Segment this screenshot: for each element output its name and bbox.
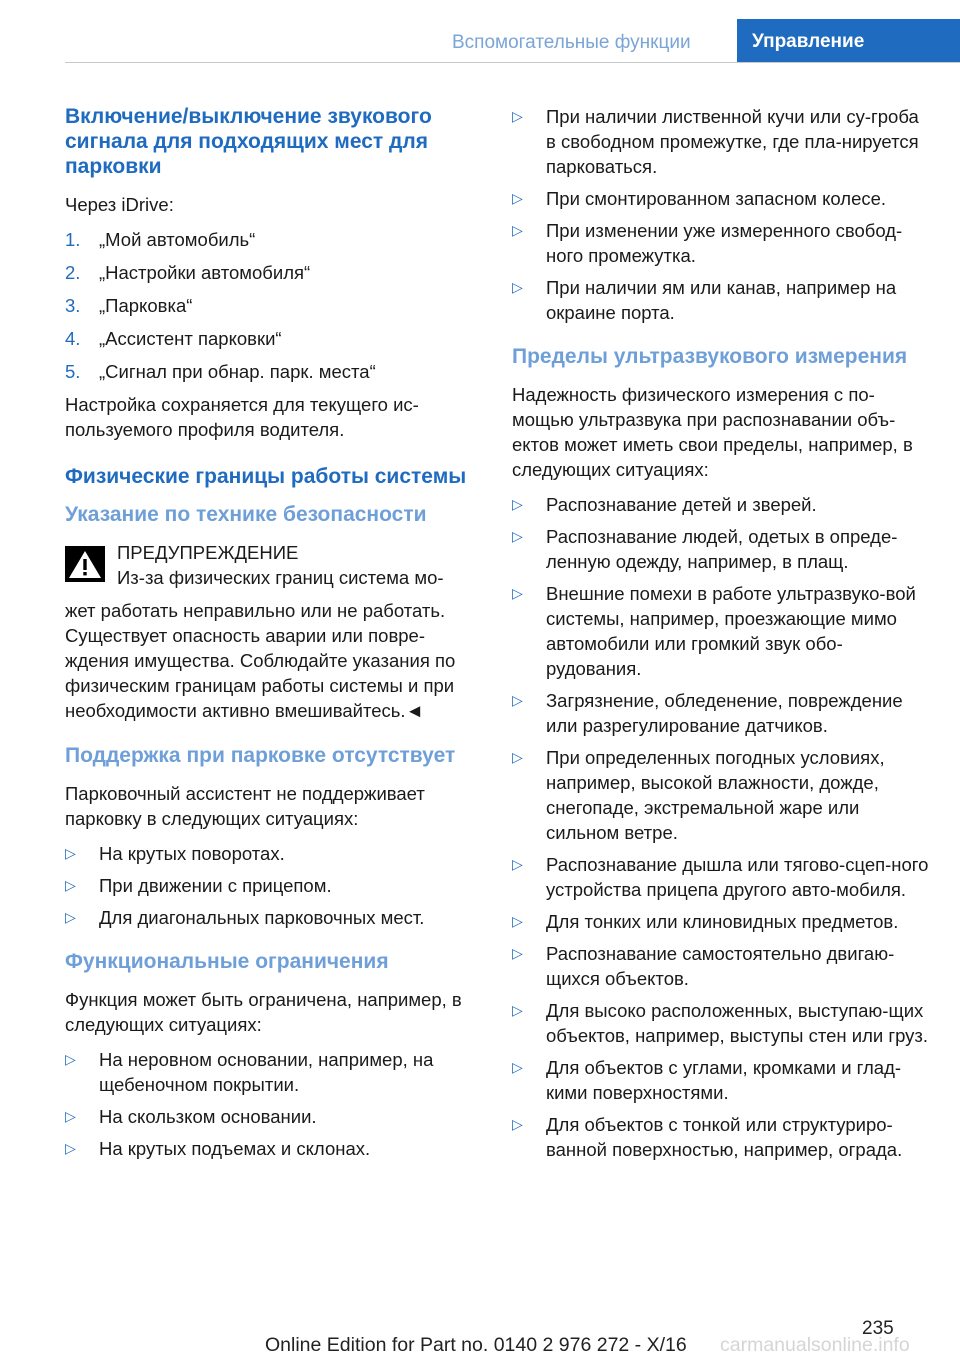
- list-item: ▷ Для диагональных парковочных мест.: [65, 907, 425, 928]
- page-number: 235: [862, 1318, 894, 1339]
- step-item: 5. „Сигнал при обнар. парк. места“: [65, 361, 376, 382]
- list-item: ▷ Распознавание самостоятельно двигаю-щихся объектов.: [512, 943, 895, 989]
- list-item: ▷ При смонтированном запасном колесе.: [512, 188, 887, 209]
- functional-limits-list: [65, 1047, 480, 1161]
- step-item: 1. „Мой автомобиль“: [65, 229, 256, 250]
- list-item: ▷ Для объектов с тонкой или структуриро-ванной поверхностью, например, ограда.: [512, 1114, 903, 1160]
- step-item: 4. „Ассистент парковки“: [65, 328, 282, 349]
- warning-first-line: Из-за физических границ система мо-: [117, 567, 444, 588]
- list-item: ▷ Распознавание детей и зверей.: [512, 494, 817, 515]
- list-item: ▷ При наличии лиственной кучи или су-гроба в свободном промежутке, где пла-нируется парковаться.: [512, 106, 919, 177]
- heading-no-support: Поддержка при парковке отсутствует: [65, 744, 456, 767]
- ultrasound-list: [512, 492, 932, 1162]
- warning-triangle-icon: [65, 546, 105, 582]
- list-item: ▷ Внешние помехи в работе ультразвуко-вой системы, например, проезжающие мимо автомобили или громкий звук обо-рудования.: [512, 583, 916, 679]
- list-item: ▷ На неровном основании, например, на щебеночном покрытии.: [65, 1049, 434, 1095]
- list-item: ▷ На крутых поворотах.: [65, 843, 285, 864]
- list-item: ▷ Распознавание дышла или тягово-сцеп-ного устройства прицепа другого авто-мобиля.: [512, 854, 929, 900]
- watermark: carmanualsonline.info: [720, 1334, 910, 1356]
- step-item: 2. „Настройки автомобиля“: [65, 262, 311, 283]
- no-support-intro: Парковочный ассистент не поддерживает парковку в следующих ситуациях:: [65, 783, 425, 829]
- no-support-list: [65, 841, 480, 930]
- list-item: ▷ Для высоко расположенных, выступаю-щих объектов, например, выступы стен или груз.: [512, 1000, 929, 1046]
- heading-safety: Указание по технике безопасности: [65, 503, 427, 526]
- heading-physical-limits: Физические границы работы системы: [65, 465, 467, 488]
- list-item: ▷ При наличии ям или канав, например на окраине порта.: [512, 277, 897, 323]
- list-item: ▷ Распознавание людей, одетых в опреде-ленную одежду, например, в плащ.: [512, 526, 898, 572]
- right-column: [512, 104, 932, 1169]
- warning-title: ПРЕДУПРЕЖДЕНИЕ: [117, 542, 299, 563]
- heading-sound-signal: Включение/выключение звукового сигнала для подходящих мест для парковки: [65, 105, 432, 178]
- list-item: ▷ Для тонких или клиновидных предметов.: [512, 911, 899, 932]
- list-item: ▷ При движении с прицепом.: [65, 875, 332, 896]
- ultrasound-intro: Надежность физического измерения с по-мощью ультразвука при распознавании объ-ектов может иметь свои пределы, например, в следующих ситуациях:: [512, 384, 913, 480]
- warning-text: жет работать неправильно или не работать. Существует опасность аварии или повре-ждения имущества. Соблюдайте указания по физическим границам работы системы и при необходимости активно вмешивайтесь.◄: [65, 600, 456, 721]
- warning-block: [65, 540, 480, 590]
- header-divider: [65, 62, 960, 63]
- list-item: ▷ При изменении уже измеренного свобод-ного промежутка.: [512, 220, 903, 266]
- profile-note: Настройка сохраняется для текущего ис-пользуемого профиля водителя.: [65, 394, 419, 440]
- list-item: ▷ При определенных погодных условиях, например, высокой влажности, дожде, снегопаде, экстремальной жаре или сильном ветре.: [512, 747, 885, 843]
- list-item: ▷ Загрязнение, обледенение, повреждение или разрегулирование датчиков.: [512, 690, 903, 736]
- header-section: Вспомогательные функции: [452, 32, 691, 53]
- header-chapter-tab: Управление: [737, 19, 960, 62]
- left-column: [65, 104, 480, 1168]
- edition-footer: Online Edition for Part no. 0140 2 976 272 - X/16: [265, 1334, 687, 1356]
- situations-list: [512, 104, 932, 325]
- heading-ultrasound-limits: Пределы ультразвукового измерения: [512, 345, 908, 368]
- step-item: 3. „Парковка“: [65, 295, 193, 316]
- list-item: ▷ Для объектов с углами, кромками и глад-кими поверхностями.: [512, 1057, 902, 1103]
- list-item: ▷ На крутых подъемах и склонах.: [65, 1138, 371, 1159]
- idrive-steps: [65, 227, 480, 384]
- idrive-intro: Через iDrive:: [65, 194, 174, 215]
- heading-functional-limits: Функциональные ограничения: [65, 950, 389, 973]
- functional-limits-intro: Функция может быть ограничена, например, в следующих ситуациях:: [65, 989, 462, 1035]
- list-item: ▷ На скользком основании.: [65, 1106, 317, 1127]
